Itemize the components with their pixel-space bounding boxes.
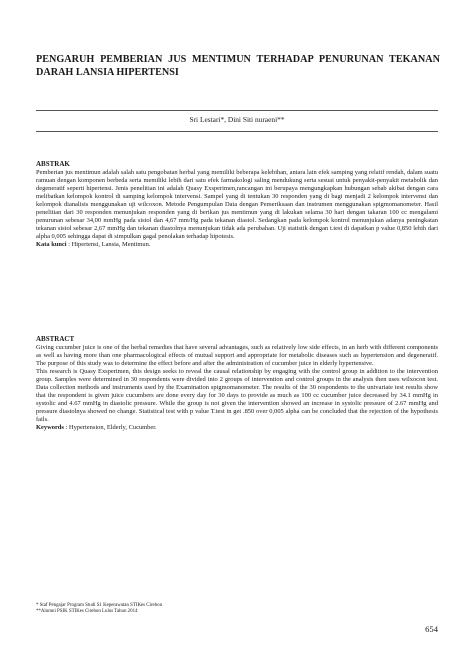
top-rule [36,110,438,111]
abstrak-heading: ABSTRAK [36,160,70,168]
abstrak-text: Pemberian jus mentimun adalah salah satu pengobatan herbal yang memiliki beberapa kelebihan, antara lain efek samping yang relatif rendah, dalam suatu ramuan dengan komponen berbeda serta memiliki lebih dari satu efek farmakologi saling mendukung serta sesuai untuk penyakit-penyakit metabolik dan degeneratif seperti hipertensi. Jenis penelitian ini adalah Quasy Exsperimen,rancangan ini berupaya mengungkapkan hubungan sebab akibat dengan cara melibatkan kelompok kontrol di samping kelompok intervensi. Sampel yang di tentukan 30 responden yang di bagi menjadi 2 kelompok intervensi dan kelompok dianalisis menggunakan uji wilcoxon. Metode Pengumpulan Data dengan Pemeriksaan dan instrumen menggunakan spigmomanometer. Hasil penelitian dari 30 responden menunjukan responden yang di berikan jus mentimun yang di lakukan selama 30 hari dengan takaran 100 cc mengalami penurunan sebesar 34,00 mmHg pada sistol dan 4,67 mm/Hg pada tekanan diastol. Sedangkan pada kelompok kontrol menunjukan adanya peningkatan tekanan sistol sebesar 2,67 mmHg dan tekanan diastolnya menunjukan tidak ada perubahan. Uji statistik dengan t.test di dapatkan p value 0,850 lebih dari alpha 0,005 sehingga dapat di simpulkan gagal penolakan terhadap hipotesis. [36,169,438,241]
abstract-heading: ABSTRACT [36,335,75,343]
abstract-keywords-label: Keywords [36,424,64,432]
page-number: 654 [425,624,438,634]
abstract-keywords [36,424,438,432]
abstrak-body [36,169,438,249]
footnote-staff: * Staf Pengajar Program Studi S1 Keperawatan STIKes Cirebon [36,603,163,608]
abstract-body [36,344,438,433]
abstract-keywords-text: : Hypertension, Elderly, Cucumber. [63,424,157,432]
footnotes [36,603,336,616]
abstrak-keywords-label: Kata kunci [36,241,67,249]
abstrak-keywords [36,241,438,249]
abstract-paragraph-1: Giving cucumber juice is one of the herbal remedies that have several advantages, such as relatively low side effects, in an herb with different components as well as having more than one pharmacological effects of mutual support and appropriate for metabolic diseases such as hypertension and degeneratif. The purpose of this study was to determine the effect before and after the administration of cucumber juice in elderly hypertensive. [36,344,438,368]
abstrak-keywords-text: : Hipertensi, Lansia, Mentimun. [66,241,151,249]
abstract-paragraph-2: This research is Quasy Exsperimen, this design seeks to reveal the causal relationship by engaging with the control group in addition to the intervention group. Samples were determined in 30 respondents were divided into 2 groups of intervention and control groups in the analysis then uses wilxocon test. Data collection methods and instruments used by the Examination spigmomanometer. The results of the 30 respondents to the univariate test results show that the respondent is given juice cucumbers are done every day for 30 days to provide as much as 100 cc cucumber juice decreased by 34.1 mmHg in systolic and 4.67 mmHg in diastolic pressure. While the group is not given the intervention showed an increase in systolic pressure of 2.67 mmHg and pressure diastolnya showed no change. Statistical test with p value T.test in get .850 over 0,005 alpha can be concluded that the rejection of the hypothesis fails. [36,368,438,424]
author-line: Sri Lestari*, Dini Siti nuraeni** [189,115,285,124]
bottom-rule [36,131,438,132]
article-title: PENGARUH PEMBERIAN JUS MENTIMUN TERHADAP PENURUNAN TEKANAN DARAH LANSIA HIPERTENSI [36,54,440,78]
footnote-alumni: **Alumni PSIK STIKes Cirebon Lulus Tahun 2014 [36,609,138,615]
